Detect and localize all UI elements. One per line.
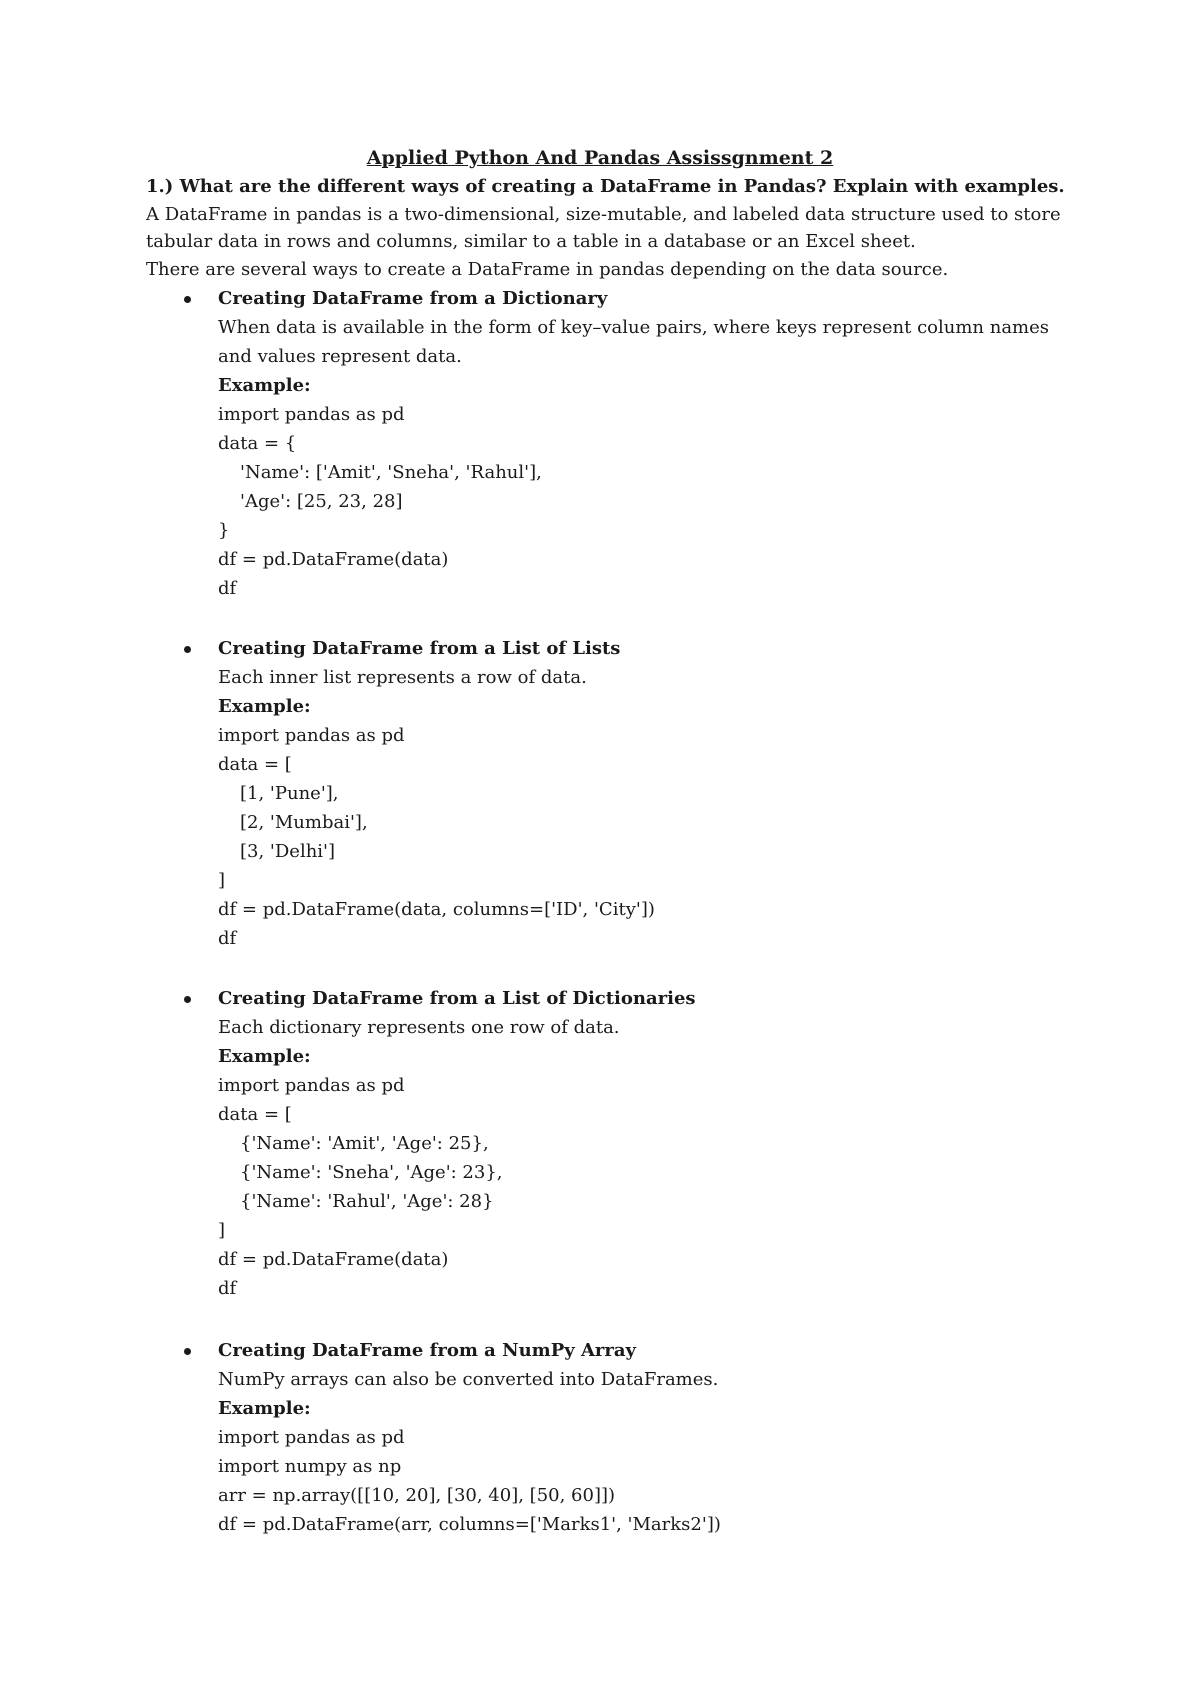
code-line: } [218,520,230,541]
code-line: df [218,928,237,949]
bullet-icon [184,996,191,1003]
code-line: df = pd.DataFrame(arr, columns=['Marks1', 'Marks2']) [218,1514,721,1535]
code-line: {'Name': 'Sneha', 'Age': 23}, [240,1162,503,1183]
section-description: Each inner list represents a row of data. [218,667,587,688]
bullet-icon [184,646,191,653]
code-line: [2, 'Mumbai'], [240,812,368,833]
section [218,1336,721,1539]
intro-line: There are several ways to create a DataFrame in pandas depending on the data source. [146,259,949,280]
code-line: [3, 'Delhi'] [240,841,336,862]
code-line: import pandas as pd [218,725,405,746]
code-line: 'Age': [25, 23, 28] [240,491,403,512]
example-label: Example: [218,375,311,396]
section-heading: Creating DataFrame from a List of Dictionaries [218,988,696,1009]
code-line: ] [218,870,226,891]
code-line: import pandas as pd [218,404,405,425]
document-title: Applied Python And Pandas Assissgnment 2 [366,147,834,169]
question-heading: 1.) What are the different ways of creating a DataFrame in Pandas? Explain with examples. [146,176,1065,197]
section-heading: Creating DataFrame from a NumPy Array [218,1340,637,1361]
code-line: arr = np.array([[10, 20], [30, 40], [50, 60]]) [218,1485,616,1506]
intro-line: A DataFrame in pandas is a two-dimensional, size-mutable, and labeled data structure used to store [146,204,1061,225]
section-heading: Creating DataFrame from a Dictionary [218,288,608,309]
code-line: df = pd.DataFrame(data) [218,1249,449,1270]
code-line: import pandas as pd [218,1075,405,1096]
section-description: When data is available in the form of key–value pairs, where keys represent column names [218,317,1050,338]
code-line: {'Name': 'Amit', 'Age': 25}, [240,1133,489,1154]
code-line: data = [ [218,754,292,775]
section-description: Each dictionary represents one row of data. [218,1017,620,1038]
code-line: df [218,578,237,599]
section-description: NumPy arrays can also be converted into DataFrames. [218,1369,719,1390]
intro-line: tabular data in rows and columns, similar to a table in a database or an Excel sheet. [146,231,916,252]
code-line: data = { [218,433,297,454]
code-line: df = pd.DataFrame(data) [218,549,449,570]
section [218,284,1049,603]
example-label: Example: [218,696,311,717]
code-line: data = [ [218,1104,292,1125]
section-description: and values represent data. [218,346,462,367]
code-line: import numpy as np [218,1456,402,1477]
example-label: Example: [218,1398,311,1419]
code-line: df = pd.DataFrame(data, columns=['ID', 'City']) [218,899,655,920]
bullet-icon [184,1348,191,1355]
section [218,984,696,1303]
bullet-icon [184,296,191,303]
code-line: import pandas as pd [218,1427,405,1448]
code-line: 'Name': ['Amit', 'Sneha', 'Rahul'], [240,462,542,483]
section [218,634,655,953]
code-line: {'Name': 'Rahul', 'Age': 28} [240,1191,494,1212]
example-label: Example: [218,1046,311,1067]
code-line: [1, 'Pune'], [240,783,339,804]
section-heading: Creating DataFrame from a List of Lists [218,638,621,659]
code-line: ] [218,1220,226,1241]
code-line: df [218,1278,237,1299]
